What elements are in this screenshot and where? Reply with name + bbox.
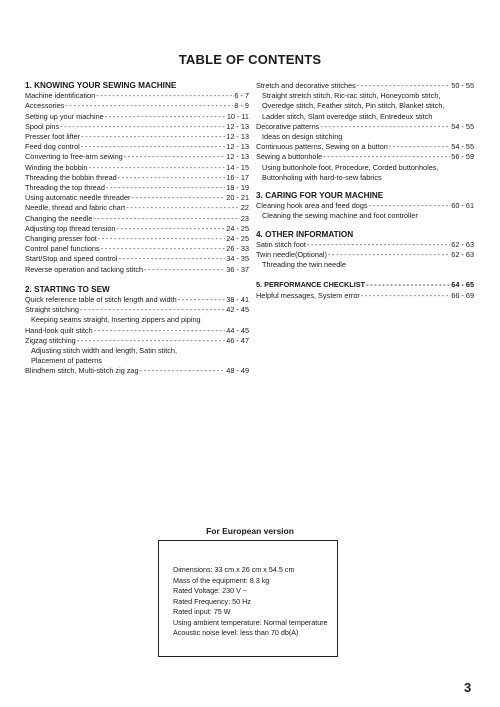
dot-leader xyxy=(178,295,226,305)
toc-entry-pages: 12 - 13 xyxy=(226,132,249,142)
dot-leader xyxy=(116,224,225,234)
toc-entry-pages: 38 - 41 xyxy=(226,295,249,305)
dot-leader xyxy=(118,173,226,183)
page-number: 3 xyxy=(464,680,472,695)
toc-entry xyxy=(256,122,474,132)
toc-entry-title: Presser foot lifter xyxy=(25,132,81,142)
toc-entry-title: Setting up your machine xyxy=(25,111,104,121)
toc-entry-pages: 54 - 55 xyxy=(451,142,474,152)
toc-entry-pages: 50 - 55 xyxy=(451,81,474,90)
toc-entry-pages: 18 - 19 xyxy=(226,183,249,193)
spec-line: Rated input: 75 W xyxy=(173,607,231,616)
page-title: TABLE OF CONTENTS xyxy=(178,52,322,67)
dot-leader xyxy=(307,240,450,250)
toc-entry xyxy=(25,142,249,152)
toc-entry-pages: 42 - 45 xyxy=(226,305,249,315)
dot-leader xyxy=(328,250,450,260)
dot-leader xyxy=(106,183,225,193)
dot-leader xyxy=(124,152,226,162)
toc-entry-pages: 22 xyxy=(240,203,249,213)
dot-leader xyxy=(81,132,225,142)
section-heading: 1. KNOWING YOUR SEWING MACHINE xyxy=(25,81,177,90)
dot-leader xyxy=(119,254,226,264)
toc-entry xyxy=(25,214,249,224)
toc-right-column xyxy=(256,81,474,301)
toc-entry-title: Hand-look quilt stitch xyxy=(25,325,93,335)
toc-entry xyxy=(256,201,474,211)
european-version-title: For European version xyxy=(206,526,294,536)
toc-subentry: Straight stretch stitch, Ric-rac stitch, Honeycomb stitch, xyxy=(262,91,441,101)
section-heading: 4. OTHER INFORMATION xyxy=(256,229,354,239)
toc-subentry: Ideas on design stitching xyxy=(262,132,343,142)
toc-entry xyxy=(25,132,249,142)
dot-leader xyxy=(320,122,450,132)
toc-entry-title: 5. PERFORMANCE CHECKLIST xyxy=(256,280,366,290)
toc-subentry: Placement of patterns xyxy=(31,356,102,366)
dot-leader xyxy=(81,142,226,152)
section-gap xyxy=(256,270,474,280)
toc-subentry: Buttonholing with hard-to-sew fabrics xyxy=(262,172,382,182)
dot-leader xyxy=(105,112,226,122)
toc-entry-title: Winding the bobbin xyxy=(25,162,88,172)
toc-entry-title: Quick reference table of stitch length and width xyxy=(25,295,177,305)
toc-entry xyxy=(25,203,249,213)
dot-leader xyxy=(131,193,225,203)
toc-entry-title: Machine identification xyxy=(25,91,96,101)
toc-entry-title: Adjusting top thread tension xyxy=(25,223,116,233)
toc-subentry: Overedge stitch, Feather stitch, Pin stitch, Blanket stitch, xyxy=(262,101,445,111)
dot-leader xyxy=(96,91,233,101)
toc-entry xyxy=(25,193,249,203)
toc-entry xyxy=(25,122,249,132)
toc-entry xyxy=(25,173,249,183)
toc-entry-title: Needle, thread and fabric chart xyxy=(25,203,126,213)
toc-entry-pages: 20 - 21 xyxy=(226,193,249,203)
toc-entry-title: Threading the top thread xyxy=(25,183,105,193)
toc-entry-pages: 62 - 63 xyxy=(451,239,474,249)
toc-entry-pages: 6 - 7 xyxy=(234,91,249,101)
dot-leader xyxy=(366,280,450,290)
toc-entry-title: Twin needle(Optional) xyxy=(256,250,327,260)
toc-entry-title: Reverse operation and tacking stitch xyxy=(25,264,144,274)
toc-entry xyxy=(25,336,249,346)
dot-leader xyxy=(65,101,233,111)
dot-leader xyxy=(126,203,240,213)
toc-subentry: Threading the twin needle xyxy=(262,260,346,270)
dot-leader xyxy=(389,142,450,152)
toc-subentry: Adjusting stitch width and length, Satin stitch, xyxy=(31,346,178,356)
toc-entry xyxy=(25,234,249,244)
toc-entry-pages: 36 - 37 xyxy=(226,264,249,274)
toc-entry-pages: 66 - 69 xyxy=(451,290,474,300)
toc-entry-pages: 60 - 61 xyxy=(451,201,474,211)
toc-entry-title: Threading the bobbin thread xyxy=(25,172,117,182)
toc-entry-pages: 48 - 49 xyxy=(226,366,249,376)
toc-entry-title: Blindhem stitch, Multi-stitch zig zag xyxy=(25,366,139,376)
toc-subentry: Keeping seams straight, Inserting zippers and piping xyxy=(31,315,201,325)
dot-leader xyxy=(80,305,225,315)
spec-line: Rated Voltage: 230 V ~ xyxy=(173,586,248,595)
toc-entry-title: Converting to free-arm sewing xyxy=(25,152,123,162)
toc-entry-title: Feed dog control xyxy=(25,142,80,152)
toc-entry-title: Zigzag stitching xyxy=(25,335,76,345)
toc-subentry: Ladder stitch, Slant overedge stitch, Entredeux stitch xyxy=(262,111,433,121)
toc-entry-pages: 26 - 33 xyxy=(226,244,249,254)
section-gap xyxy=(256,222,474,230)
toc-entry-title: Spool pins xyxy=(25,121,60,131)
toc-entry xyxy=(25,163,249,173)
toc-entry-pages: 12 - 13 xyxy=(226,142,249,152)
section-heading xyxy=(256,280,474,290)
toc-entry-pages: 24 - 25 xyxy=(226,223,249,233)
toc-entry-pages: 10 - 11 xyxy=(226,111,249,121)
toc-entry-pages: 12 - 13 xyxy=(226,121,249,131)
dot-leader xyxy=(93,214,240,224)
toc-entry-title: Sewing a buttonhole xyxy=(256,152,323,162)
toc-entry-title: Cleaning hook area and feed dogs xyxy=(256,201,368,211)
section-gap xyxy=(256,183,474,191)
toc-entry-title: Changing presser foot xyxy=(25,234,97,244)
toc-entry-title: Using automatic needle threader xyxy=(25,193,131,203)
toc-entry-title: Straight stitching xyxy=(25,305,79,315)
toc-entry-title: Accessories xyxy=(25,101,65,111)
toc-entry-pages: 16 - 17 xyxy=(226,172,249,182)
toc-entry xyxy=(25,152,249,162)
toc-entry xyxy=(25,254,249,264)
spec-line: Using ambient temperature: Normal temperature xyxy=(173,617,328,627)
toc-entry xyxy=(25,224,249,234)
dot-leader xyxy=(101,244,226,254)
toc-entry xyxy=(25,326,249,336)
toc-entry xyxy=(256,152,474,162)
toc-entry xyxy=(256,142,474,152)
toc-entry-title: Satin stitch foot xyxy=(256,239,306,249)
spec-line: Acoustic noise level: less than 70 db(A) xyxy=(173,628,299,637)
toc-entry-title: Start/Stop and speed control xyxy=(25,254,118,264)
section-gap xyxy=(25,275,249,285)
toc-entry xyxy=(25,244,249,254)
toc-entry-pages: 54 - 55 xyxy=(451,121,474,131)
dot-leader xyxy=(144,265,225,275)
dot-leader xyxy=(94,326,226,336)
spec-box xyxy=(158,540,338,657)
toc-entry xyxy=(256,250,474,260)
toc-entry-pages: 46 - 47 xyxy=(226,335,249,345)
toc-entry-pages: 23 xyxy=(240,213,249,223)
dot-leader xyxy=(88,163,225,173)
toc-entry xyxy=(25,265,249,275)
dot-leader xyxy=(77,336,226,346)
spec-line: Rated Frequency: 50 Hz xyxy=(173,596,251,606)
spec-line: Mass of the equipment: 8.3 kg xyxy=(173,575,270,585)
toc-entry-pages: 34 - 35 xyxy=(226,254,249,264)
dot-leader xyxy=(60,122,225,132)
toc-entry-pages: 8 - 9 xyxy=(234,101,249,111)
toc-entry-pages: 62 - 63 xyxy=(451,250,474,260)
toc-left-column xyxy=(25,81,249,377)
spec-line: Dimensions: 33 cm x 26 cm x 54.5 cm xyxy=(173,565,295,574)
toc-entry-title: Stretch and decorative stitches xyxy=(256,81,356,90)
dot-leader xyxy=(98,234,225,244)
section-heading: 3. CARING FOR YOUR MACHINE xyxy=(256,191,384,201)
toc-entry-pages: 24 - 25 xyxy=(226,234,249,244)
toc-entry xyxy=(25,183,249,193)
dot-leader xyxy=(369,201,451,211)
toc-entry xyxy=(25,295,249,305)
toc-entry xyxy=(256,81,474,91)
toc-entry xyxy=(25,91,249,101)
toc-entry xyxy=(256,240,474,250)
toc-entry-pages: 12 - 13 xyxy=(226,152,249,162)
toc-entry-title: Changing the needle xyxy=(25,213,93,223)
dot-leader xyxy=(357,81,451,91)
toc-subentry: Using buttonhole foot, Procedure, Corded buttonholes, xyxy=(262,162,439,172)
toc-entry-title: Control panel functions xyxy=(25,244,100,254)
dot-leader xyxy=(361,291,450,301)
toc-entry-title: Decorative patterns xyxy=(256,121,320,131)
toc-entry xyxy=(25,366,249,376)
toc-entry xyxy=(256,291,474,301)
toc-entry-title: Continuous patterns, Sewing on a button xyxy=(256,142,388,152)
toc-entry-pages: 64 - 65 xyxy=(451,280,474,290)
toc-entry xyxy=(25,112,249,122)
toc-entry xyxy=(25,305,249,315)
toc-entry-pages: 44 - 45 xyxy=(226,325,249,335)
toc-entry-pages: 56 - 59 xyxy=(451,152,474,162)
dot-leader xyxy=(323,152,450,162)
toc-entry-pages: 14 - 15 xyxy=(226,162,249,172)
toc-entry-title: Helpful messages, System error xyxy=(256,290,360,300)
toc-subentry: Cleaning the sewing machine and foot controller xyxy=(262,211,418,221)
toc-entry xyxy=(25,101,249,111)
section-heading: 2. STARTING TO SEW xyxy=(25,284,110,294)
dot-leader xyxy=(140,366,226,376)
